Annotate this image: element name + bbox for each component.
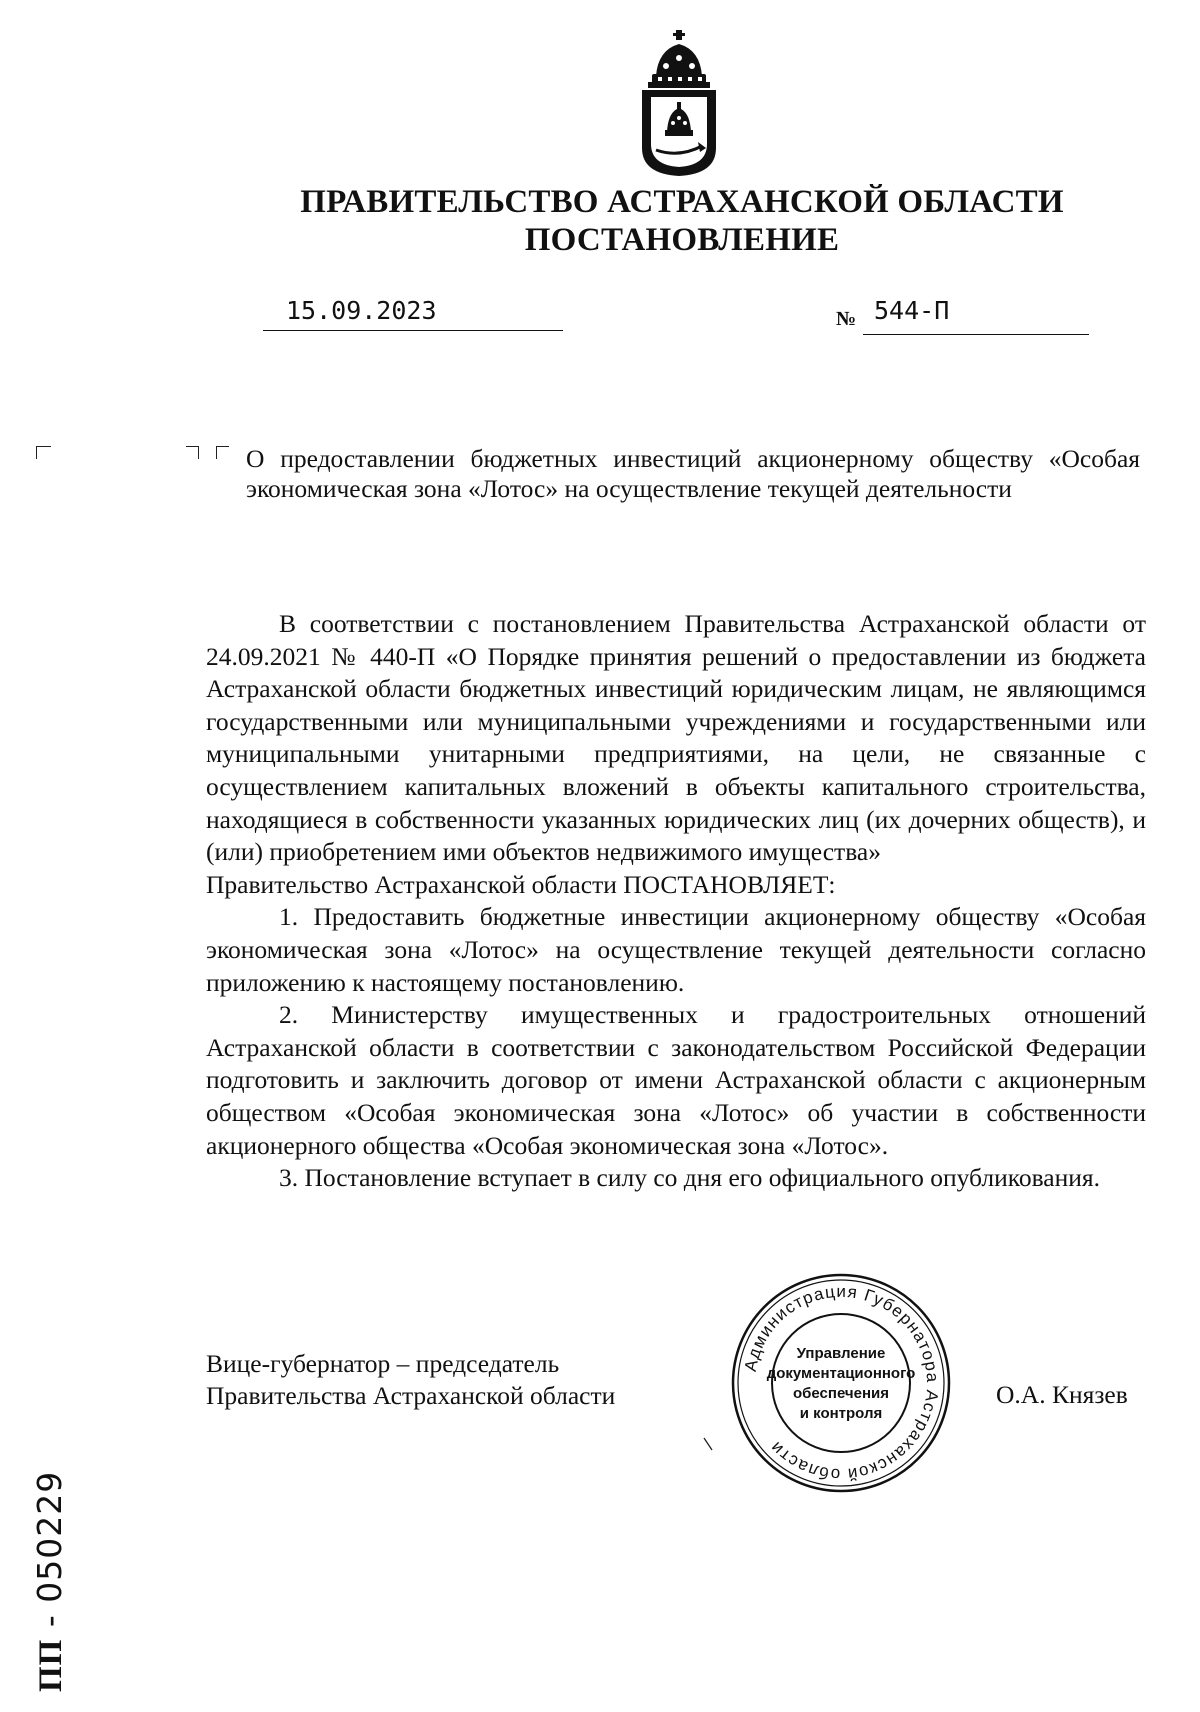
- official-stamp: [728, 1270, 954, 1496]
- number-sign: №: [836, 308, 857, 330]
- organization-title: ПРАВИТЕЛЬСТВО АСТРАХАНСКОЙ ОБЛАСТИ: [300, 184, 1064, 220]
- document-date: 15.09.2023: [286, 296, 437, 325]
- stamp-center-line-4: и контроля: [799, 1405, 883, 1422]
- registry-code: [30, 1471, 70, 1692]
- document-subject: О предоставлении бюджетных инвестиций акционерному обществу «Особая экономическая зона «Лотос» на осуществление текущей деятельности: [246, 444, 1140, 503]
- stamp-ring-text: Администрация Губернатора Астраханской области: [740, 1281, 943, 1485]
- document-body: [206, 608, 1146, 1195]
- preamble-paragraph: В соответствии с постановлением Правительства Астраханской области от 24.09.2021 № 440-П «О Порядке принятия решений о предоставлении из бюджета Астраханской области бюджетных инвестиций юридическим лицам, не являющимся государственными или муниципальными учреждениями и государственными или муниципальными унитарными предприятиями, на цели, не связанные с осуществлением капитальных вложений в объекты капитального строительства, находящиеся в собственности указанных юридических лиц (их дочерних обществ), и (или) приобретением ими объектов недвижимого имущества»: [206, 609, 1146, 867]
- left-corner-mark: [36, 446, 51, 459]
- document-number: 544-П: [874, 296, 950, 325]
- subject-corner-mark-left: [216, 446, 229, 459]
- resolution-item-3: 3. Постановление вступает в силу со дня его официального опубликования.: [279, 1163, 1100, 1193]
- coat-of-arms-emblem: [638, 28, 720, 178]
- registry-code-prefix: ПП: [33, 1638, 69, 1692]
- resolves-line: Правительство Астраханской области ПОСТАНОВЛЯЕТ:: [206, 869, 836, 899]
- registry-code-number: 050229: [30, 1470, 69, 1603]
- signatory-position-line-1: Вице-губернатор – председатель: [206, 1349, 560, 1378]
- resolution-item-2: 2. Министерству имущественных и градостроительных отношений Астраханской области в соответствии с законодательством Российской Федерации подготовить и заключить договор от имени Астраханской области с акционерным обществом «Особая экономическая зона «Лотос» об участии в собственности акционерного общества «Особая экономическая зона «Лотос».: [206, 1000, 1146, 1160]
- date-underline: [263, 330, 563, 331]
- stamp-center-line-2: документационного: [766, 1365, 916, 1382]
- number-underline: [863, 334, 1089, 335]
- stamp-center-line-1: Управление: [796, 1345, 886, 1362]
- signatory-position: [206, 1348, 615, 1412]
- pen-tick-mark: [702, 1436, 714, 1452]
- signatory-position-line-2: Правительства Астраханской области: [206, 1381, 616, 1410]
- signatory-name: О.А. Князев: [996, 1380, 1128, 1409]
- subject-corner-mark-right: [186, 446, 199, 459]
- stamp-center-line-3: обеспечения: [792, 1385, 890, 1402]
- resolution-item-1: 1. Предоставить бюджетные инвестиции акционерному обществу «Особая экономическая зона «Лотос» на осуществление текущей деятельности согласно приложению к настоящему постановлению.: [206, 902, 1146, 997]
- svg-text:Администрация Губернатора Астр: [741, 1282, 942, 1484]
- document-type-title: ПОСТАНОВЛЕНИЕ: [524, 222, 840, 258]
- registry-code-separator: -: [30, 1602, 69, 1639]
